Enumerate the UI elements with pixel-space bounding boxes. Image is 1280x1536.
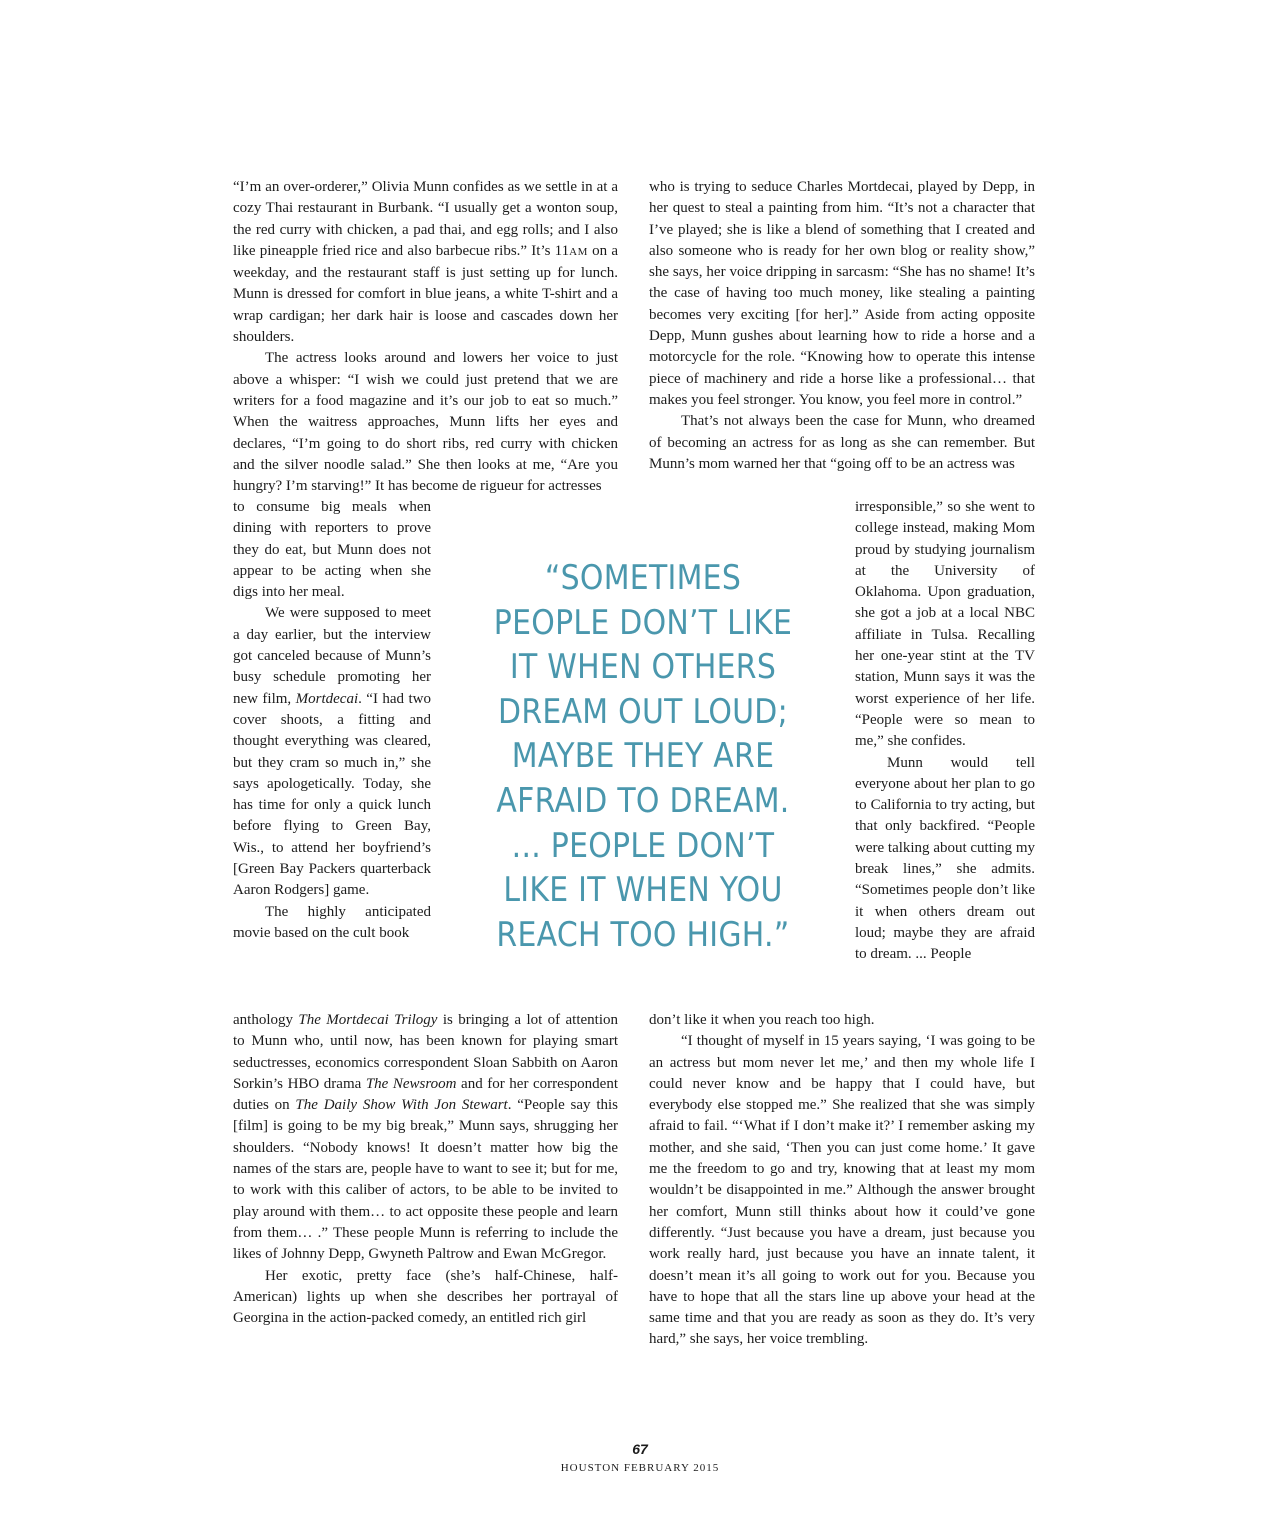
article-column-2-narrow xyxy=(855,497,1035,966)
article-paragraph: who is trying to seduce Charles Mortdecai, played by Depp, in her quest to steal a painting from him. “It’s not a character that I’ve played; she is like a blend of something that I created and also someone who is ready for her own blog or reality show,” she says, her voice dripping in sarcasm: “She has no shame! It’s the case of having too much money, like stealing a painting becomes very exciting [for her].” Aside from acting opposite Depp, Munn gushes about learning how to ride a horse and a motorcycle for the role. “Knowing how to operate this intense piece of machinery and ride a horse like a professional… that makes you feel stronger. You know, you feel more in control.” xyxy=(649,179,1035,408)
show-title: The Daily Show With Jon Stewart xyxy=(295,1097,508,1114)
article-column-1-narrow xyxy=(233,497,431,944)
article-column-2-top xyxy=(649,177,1035,475)
article-column-1-top xyxy=(233,177,618,497)
article-paragraph: Her exotic, pretty face (she’s half-Chinese, half-American) lights up when she describes her portrayal of Georgina in the action-packed comedy, an entitled rich girl xyxy=(233,1267,618,1327)
article-paragraph: irresponsible,” so she went to college instead, making Mom proud by studying journalism at the University of Oklahoma. Upon graduation, she got a job at a local NBC affiliate in Tulsa. Recalling her one-year stint at the TV station, Munn says it was the worst experience of her life. “People were so mean to me,” she confides. xyxy=(855,499,1035,750)
article-paragraph: anthology The Mortdecai Trilogy is bringing a lot of attention to Munn who, until now, has been known for playing smart seductresses, economics correspondent Sloan Sabbith on Aaron Sorkin’s HBO drama The Newsroom and for her correspondent duties on The Daily Show With Jon Stewart. “People say this [film] is going to be my big break,” Munn says, shrugging her shoulders. “Nobody knows! It doesn’t matter how big the names of the stars are, people have to want to see it; but for me, to work with this caliber of actors, to be able to be invited to play around with them… to act opposite these people and learn from them… .” These people Munn is referring to include the likes of Johnny Depp, Gwyneth Paltrow and Ewan McGregor. xyxy=(233,1012,619,1263)
pull-quote: “SOMETIMES PEOPLE DON’T LIKE IT WHEN OTHERS DREAM OUT LOUD; MAYBE THEY ARE AFRAID TO DREAM. ... PEOPLE DON’T LIKE IT WHEN YOU REACH TOO HIGH.” xyxy=(493,558,793,955)
article-paragraph: We were supposed to meet a day earlier, but the interview got canceled because of Munn’s busy schedule promoting her new film, Mortdecai. “I had two cover shoots, a fitting and thought everything was cleared, but they cram so much in,” she says apologetically. Today, she has time for only a quick lunch before flying to Green Bay, Wis., to attend her boyfriend’s [Green Bay Packers quarterback Aaron Rodgers] game. xyxy=(233,605,431,899)
article-paragraph: The highly anticipated movie based on the cult book xyxy=(233,903,431,941)
page-number: 67 xyxy=(632,1441,648,1457)
article-paragraph: “I thought of myself in 15 years saying, ‘I was going to be an actress but mom never let me,’ and then my whole life I could never know and be happy that I could have, but everybody else stopped me.” She realized that she was simply afraid to fail. “‘What if I don’t make it?’ I remember asking my mother, and she said, ‘Then you can just come home.’ It gave me the freedom to go and try, knowing that at least my mom wouldn’t be disappointed in me.” Although the answer brought her comfort, Munn still thinks about how it could’ve gone differently. “Just because you have a dream, just because you work really hard, just because you have an innate talent, it doesn’t mean it’s all going to work out for you. Because you have to hope that all the stars line up above your head at the same time and that you are ready as soon as they do. It’s very hard,” she says, her voice trembling. xyxy=(649,1033,1035,1348)
show-title: The Newsroom xyxy=(365,1075,457,1092)
article-paragraph: The actress looks around and lowers her voice to just above a whisper: “I wish we could just pretend that we are writers for a food magazine and it’s our job to eat so much.” When the waitress approaches, Munn lifts her eyes and declares, “I’m going to do short ribs, red curry with chicken and the silver noodle salad.” She then looks at me, “Are you hungry? I’m starving!” It has become de rigueur for actresses xyxy=(233,350,618,495)
article-paragraph: to consume big meals when dining with reporters to prove they do eat, but Munn does not appear to be acting when she digs into her meal. xyxy=(233,499,431,601)
article-paragraph: Munn would tell everyone about her plan to go to California to try acting, but that only backfired. “People were talking about cutting my break lines,” she admits. “Sometimes people don’t like it when others dream out loud; maybe they are afraid to dream. ... People xyxy=(855,754,1035,963)
article-column-1-bottom xyxy=(233,1010,618,1329)
film-title: Mortdecai xyxy=(295,690,359,707)
book-title: The Mortdecai Trilogy xyxy=(298,1012,438,1028)
article-paragraph: don’t like it when you reach too high. xyxy=(649,1012,875,1028)
article-paragraph: That’s not always been the case for Munn, who dreamed of becoming an actress for as long as she can remember. But Munn’s mom warned her that “going off to be an actress was xyxy=(649,413,1035,472)
article-paragraph: “I’m an over-orderer,” Olivia Munn confides as we settle in at a cozy Thai restaurant in Burbank. “I usually get a wonton soup, the red curry with chicken, a pad thai, and egg rolls; and I also like pineapple fried rice and also barbecue ribs.” It’s 11AM on a weekday, and the restaurant staff is just setting up for lunch. Munn is dressed for comfort in blue jeans, a white T-shirt and a wrap cardigan; her dark hair is loose and cascades down her shoulders. xyxy=(233,179,618,346)
article-column-2-bottom xyxy=(649,1010,1035,1351)
publication-line: HOUSTON FEBRUARY 2015 xyxy=(560,1462,720,1474)
